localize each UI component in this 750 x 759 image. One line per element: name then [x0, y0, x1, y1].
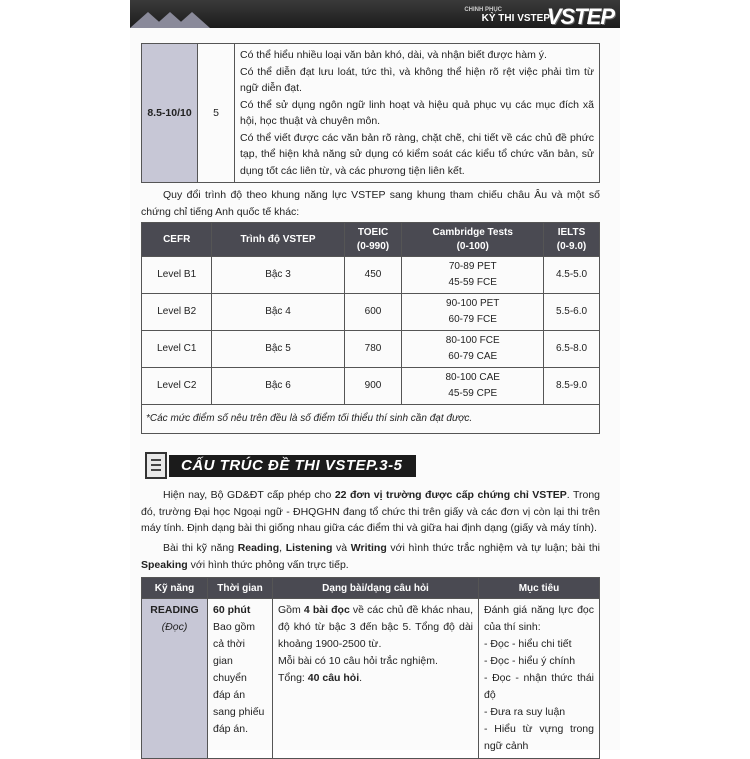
cambridge-cell: 90-100 PET 60-79 FCE	[402, 294, 544, 331]
toeic-cell: 780	[344, 331, 402, 368]
description-line: Có thể hiểu nhiều loại văn bản khó, dài, và nhận biết được hàm ý.	[240, 49, 547, 61]
vstep-cell: Bậc 5	[212, 331, 344, 368]
section-paragraph-1: Hiện nay, Bộ GD&ĐT cấp phép cho 22 đơn vị trường được cấp chứng chỉ VSTEP. Trong đó, trường Đại học Ngoại ngữ - ĐHQGHN đang tổ chức thi trên giấy và các đơn vị còn lại thi trên máy tính. Định dạng bài thi giống nhau giữa các điểm thi và giữa hai định dạng (giấy và máy tính).	[141, 489, 601, 534]
section-heading	[145, 452, 416, 479]
table-row	[142, 257, 600, 294]
cambridge-cell: 80-100 CAE 45-59 CPE	[402, 368, 544, 405]
header-format: Dạng bài/dạng câu hỏi	[273, 578, 479, 599]
description-cell	[235, 44, 600, 183]
header-title: KỲ THI VSTEP	[481, 13, 550, 24]
ielts-cell: 4.5-5.0	[544, 257, 600, 294]
header-time: Thời gian	[208, 578, 273, 599]
cefr-cell: Level C1	[142, 331, 212, 368]
toeic-cell: 600	[344, 294, 402, 331]
book-page	[130, 0, 620, 750]
header-toeic: TOEIC (0-990)	[344, 223, 402, 257]
header-vstep: Trình độ VSTEP	[212, 223, 344, 257]
header-cefr: CEFR	[142, 223, 212, 257]
table-header-row	[142, 578, 600, 599]
format-cell: Gồm 4 bài đọc về các chủ đề khác nhau, độ khó từ bậc 3 đến bậc 5. Tổng độ dài khoảng 1900-2500 từ. Mỗi bài có 10 câu hỏi trắc nghiệm. Tổng: 40 câu hỏi.	[273, 599, 479, 759]
cefr-cell: Level B1	[142, 257, 212, 294]
description-line: Có thể diễn đạt lưu loát, tức thì, và không thể hiện rõ rệt việc phải tìm từ ngữ diễn đạt.	[240, 65, 594, 94]
header-cambridge: Cambridge Tests (0-100)	[402, 223, 544, 257]
table-row	[142, 368, 600, 405]
cefr-cell: Level C2	[142, 368, 212, 405]
ielts-cell: 8.5-9.0	[544, 368, 600, 405]
header-band	[130, 0, 620, 28]
intro-paragraph	[141, 187, 600, 220]
ielts-cell: 6.5-8.0	[544, 331, 600, 368]
vstep-logo: VSTEP	[546, 4, 614, 28]
toeic-cell: 900	[344, 368, 402, 405]
skill-cell: READING (Đọc)	[142, 599, 208, 759]
header-ielts: IELTS (0-9.0)	[544, 223, 600, 257]
header-goals: Mục tiêu	[479, 578, 600, 599]
vstep-cell: Bậc 6	[212, 368, 344, 405]
ielts-cell: 5.5-6.0	[544, 294, 600, 331]
table-header-row	[142, 223, 600, 257]
toeic-cell: 450	[344, 257, 402, 294]
section-paragraph-2: Bài thi kỹ năng Reading, Listening và Writing với hình thức trắc nghiệm và tự luận; bài thi Speaking với hình thức phỏng vấn trực tiếp.	[141, 542, 600, 571]
cambridge-cell: 70-89 PET 45-59 FCE	[402, 257, 544, 294]
cefr-cell: Level B2	[142, 294, 212, 331]
vstep-cell: Bậc 4	[212, 294, 344, 331]
structure-table	[141, 577, 600, 759]
description-line: Có thể viết được các văn bản rõ ràng, chặt chẽ, chi tiết về các chủ đề phức tạp, thể hiện khả năng sử dụng có kiểm soát các kiểu tổ chức văn bản, sử dụng tốt các liên từ, và các phương tiện liên kết.	[240, 131, 594, 177]
score-cell: 8.5-10/10	[142, 44, 198, 183]
time-cell: 60 phút Bao gồm cả thời gian chuyển đáp án sang phiếu đáp án.	[208, 599, 273, 759]
table-row	[142, 599, 600, 759]
header-skill: Kỹ năng	[142, 578, 208, 599]
header-subtitle: CHINH PHỤC	[464, 7, 502, 13]
vstep-cell: Bậc 3	[212, 257, 344, 294]
table-note: *Các mức điểm số nêu trên đều là số điểm tối thiểu thí sinh cần đạt được.	[142, 405, 600, 434]
level-description-table	[141, 43, 600, 183]
goals-cell: Đánh giá năng lực đọc của thí sinh: - Đọc - hiểu chi tiết - Đọc - hiểu ý chính - Đọc - nhận thức thái độ - Đưa ra suy luận - Hiểu từ vựng trong ngữ cảnh	[479, 599, 600, 759]
cambridge-cell: 80-100 FCE 60-79 CAE	[402, 331, 544, 368]
section-title: CẤU TRÚC ĐỀ THI VSTEP.3-5	[169, 455, 416, 477]
description-line: Có thể sử dụng ngôn ngữ linh hoạt và hiệu quả phục vụ các mục đích xã hội, học thuật và chuyên môn.	[240, 98, 594, 127]
table-row	[142, 294, 600, 331]
intro-text: Quy đổi trình độ theo khung năng lực VSTEP sang khung tham chiếu châu Âu và một số chứng chỉ tiếng Anh quốc tế khác:	[141, 189, 600, 218]
document-icon	[145, 452, 167, 479]
table-row	[142, 331, 600, 368]
level-cell: 5	[198, 44, 235, 183]
conversion-table	[141, 222, 600, 434]
